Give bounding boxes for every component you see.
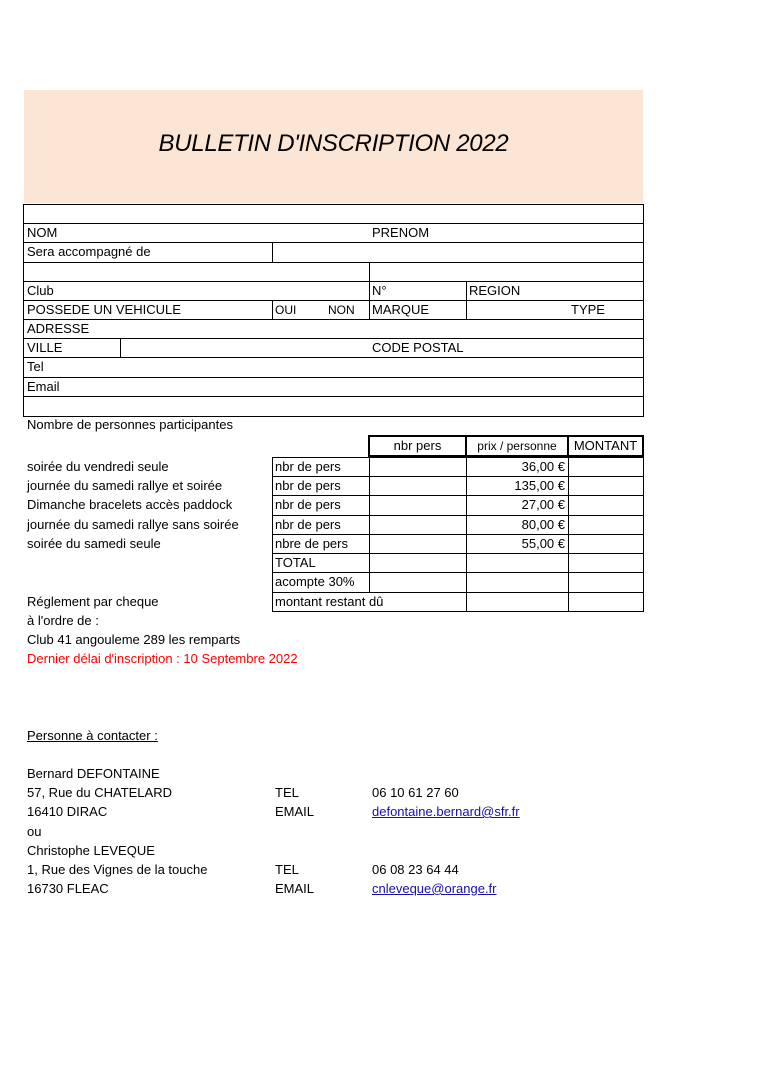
contact-1-name: Bernard DEFONTAINE (27, 766, 160, 781)
contact-1-email-link[interactable]: defontaine.bernard@sfr.fr (372, 804, 520, 819)
row-field-3: nbr de pers (275, 497, 341, 512)
contact-2-city: 16730 FLEAC (27, 881, 109, 896)
deadline-notice: Dernier délai d'inscription : 10 Septembre 2022 (27, 651, 298, 666)
payment-line-2: à l'ordre de : (27, 613, 99, 628)
numero-label: N° (372, 283, 387, 298)
nom-label: NOM (27, 225, 58, 240)
oui-option[interactable]: OUI (275, 303, 297, 317)
contact-1-city: 16410 DIRAC (27, 804, 108, 819)
participants-heading: Nombre de personnes participantes (27, 417, 233, 432)
contact-1-email-label: EMAIL (275, 804, 315, 819)
contacts-heading: Personne à contacter : (27, 728, 158, 743)
ville-label: VILLE (27, 340, 63, 355)
club-label: Club (27, 283, 54, 298)
marque-label: MARQUE (372, 302, 430, 317)
contact-1-tel: 06 10 61 27 60 (372, 785, 459, 800)
code-postal-label: CODE POSTAL (372, 340, 464, 355)
payment-line-1: Réglement par cheque (27, 594, 159, 609)
row-price-4: 80,00 € (521, 517, 565, 532)
row-price-2: 135,00 € (514, 478, 565, 493)
total-label: TOTAL (275, 555, 316, 570)
row-price-1: 36,00 € (521, 459, 565, 474)
non-option[interactable]: NON (328, 303, 355, 317)
row-price-5: 55,00 € (521, 536, 565, 551)
row-field-1: nbr de pers (275, 459, 341, 474)
col-montant-header: MONTANT (573, 438, 638, 453)
row-field-5: nbre de pers (275, 536, 348, 551)
contact-2-name: Christophe LEVEQUE (27, 843, 155, 858)
ou-separator: ou (27, 824, 42, 839)
payment-line-3: Club 41 angouleme 289 les remparts (27, 632, 241, 647)
prenom-label: PRENOM (372, 225, 430, 240)
adresse-label: ADRESSE (27, 321, 90, 336)
row-label-4: journée du samedi rallye sans soirée (27, 517, 239, 532)
page-title: BULLETIN D'INSCRIPTION 2022 (158, 130, 509, 157)
acompte-label: acompte 30% (275, 574, 355, 589)
region-label: REGION (469, 283, 521, 298)
contact-1-tel-label: TEL (275, 785, 299, 800)
contact-1-street: 57, Rue du CHATELARD (27, 785, 172, 800)
contact-2-tel-label: TEL (275, 862, 299, 877)
row-price-3: 27,00 € (521, 497, 565, 512)
email-label: Email (27, 379, 60, 394)
col-nbr-header: nbr pers (393, 438, 442, 453)
row-field-2: nbr de pers (275, 478, 341, 493)
row-label-1: soirée du vendredi seule (27, 459, 169, 474)
row-label-5: soirée du samedi seule (27, 536, 161, 551)
contact-2-tel: 06 08 23 64 44 (372, 862, 459, 877)
row-field-4: nbr de pers (275, 517, 341, 532)
type-label: TYPE (571, 302, 605, 317)
accompagne-label: Sera accompagné de (27, 244, 151, 259)
contact-2-email-label: EMAIL (275, 881, 315, 896)
contact-2-email-link[interactable]: cnleveque@orange.fr (372, 881, 497, 896)
restant-label: montant restant dû (275, 594, 384, 609)
tel-label: Tel (27, 359, 44, 374)
col-prix-header: prix / personne (477, 439, 557, 453)
vehicule-label: POSSEDE UN VEHICULE (27, 302, 181, 317)
row-label-3: Dimanche bracelets accès paddock (27, 497, 233, 512)
title-banner (24, 90, 643, 203)
contact-2-street: 1, Rue des Vignes de la touche (27, 862, 208, 877)
row-label-2: journée du samedi rallye et soirée (27, 478, 223, 493)
